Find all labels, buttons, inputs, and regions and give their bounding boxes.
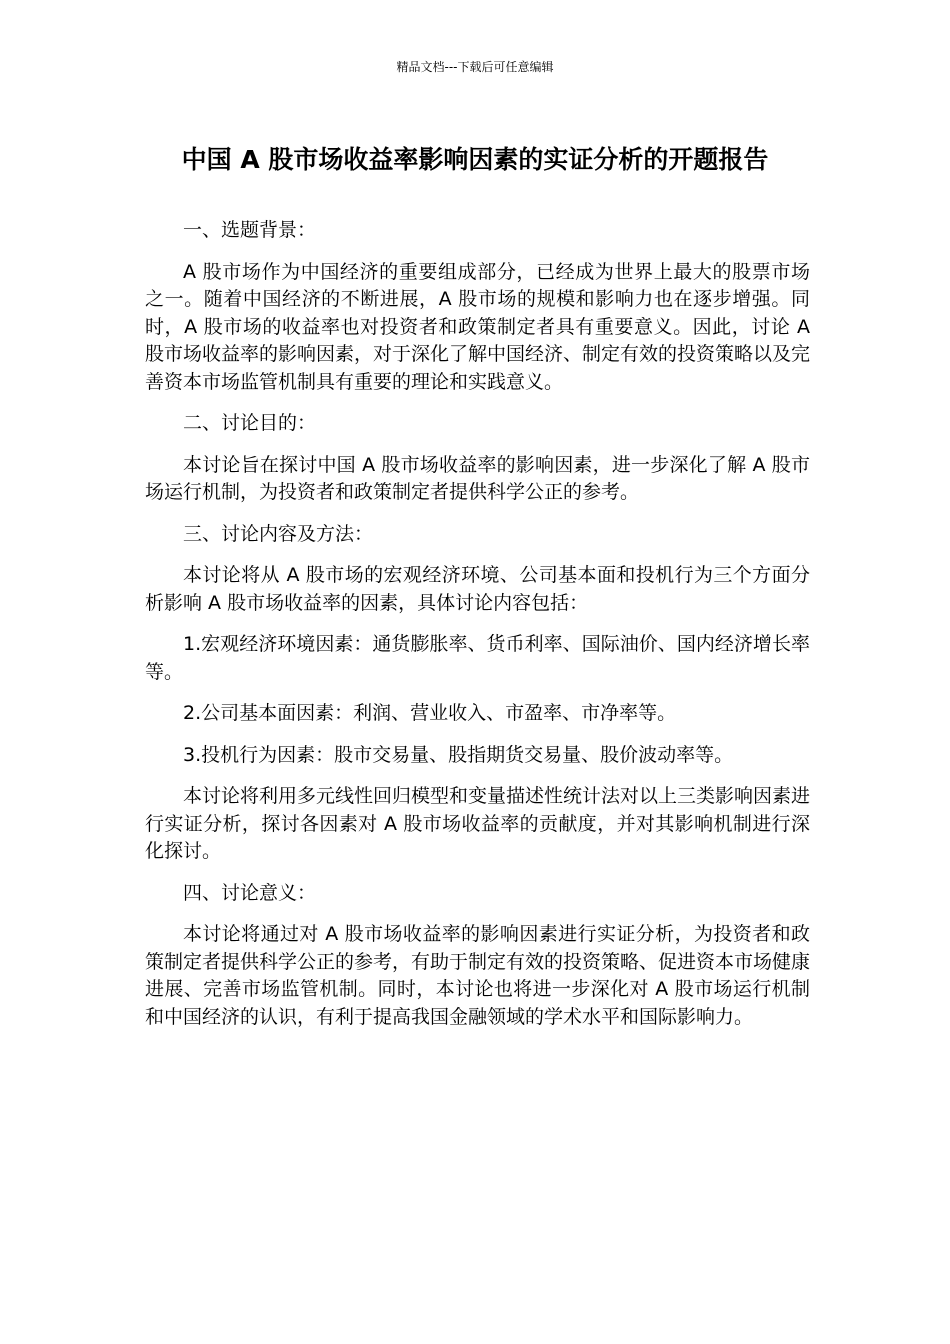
list-item-speculative-factors: 3.投机行为因素：股市交易量、股指期货交易量、股价波动率等。: [183, 743, 734, 766]
section-heading-significance: 四、讨论意义：: [183, 881, 317, 904]
section-heading-content-methods: 三、讨论内容及方法：: [183, 522, 374, 545]
paragraph-significance: 本讨论将通过对 A 股市场收益率的影响因素进行实证分析，为投资者和政策制定者提供科学公正的参考，有助于制定有效的投资策略、促进资本市场健康进展、完善市场监管机制。同时，本讨论也将进一步深化对 A 股市场运行机制和中国经济的认识，有利于提高我国金融领域的学术水平和国际影响力。: [145, 923, 811, 1028]
section-heading-purpose: 二、讨论目的：: [183, 412, 317, 434]
header-note: 精品文档---下载后可任意编辑: [396, 60, 554, 74]
paragraph-background: A 股市场作为中国经济的重要组成部分，已经成为世界上最大的股票市场之一。随着中国经济的不断进展，A 股市场的规模和影响力也在逐步增强。同时，A 股市场的收益率也对投资者和政策制定者具有重要意义。因此，讨论 A 股市场收益率的影响因素，对于深化了解中国经济、制定有效的投资策略以及完善资本市场监管机制具有重要的理论和实践意义。: [145, 260, 811, 393]
section-heading-background: 一、选题背景：: [183, 219, 317, 241]
document-body: [145, 217, 810, 1045]
document-title: 中国 A 股市场收益率影响因素的实证分析的开题报告: [181, 145, 769, 174]
paragraph-methods: 本讨论将利用多元线性回归模型和变量描述性统计法对以上三类影响因素进行实证分析，探讨各因素对 A 股市场收益率的贡献度，并对其影响机制进行深化探讨。: [145, 785, 811, 862]
list-item-fundamental-factors: 2.公司基本面因素：利润、营业收入、市盈率、市净率等。: [183, 702, 677, 724]
paragraph-purpose: 本讨论旨在探讨中国 A 股市场收益率的影响因素，进一步深化了解 A 股市场运行机制，为投资者和政策制定者提供科学公正的参考。: [145, 453, 810, 503]
paragraph-content-intro: 本讨论将从 A 股市场的宏观经济环境、公司基本面和投机行为三个方面分析影响 A 股市场收益率的因素，具体讨论内容包括：: [145, 564, 810, 614]
list-item-macro-factors: 1.宏观经济环境因素：通货膨胀率、货币利率、国际油价、国内经济增长率等。: [145, 633, 810, 683]
